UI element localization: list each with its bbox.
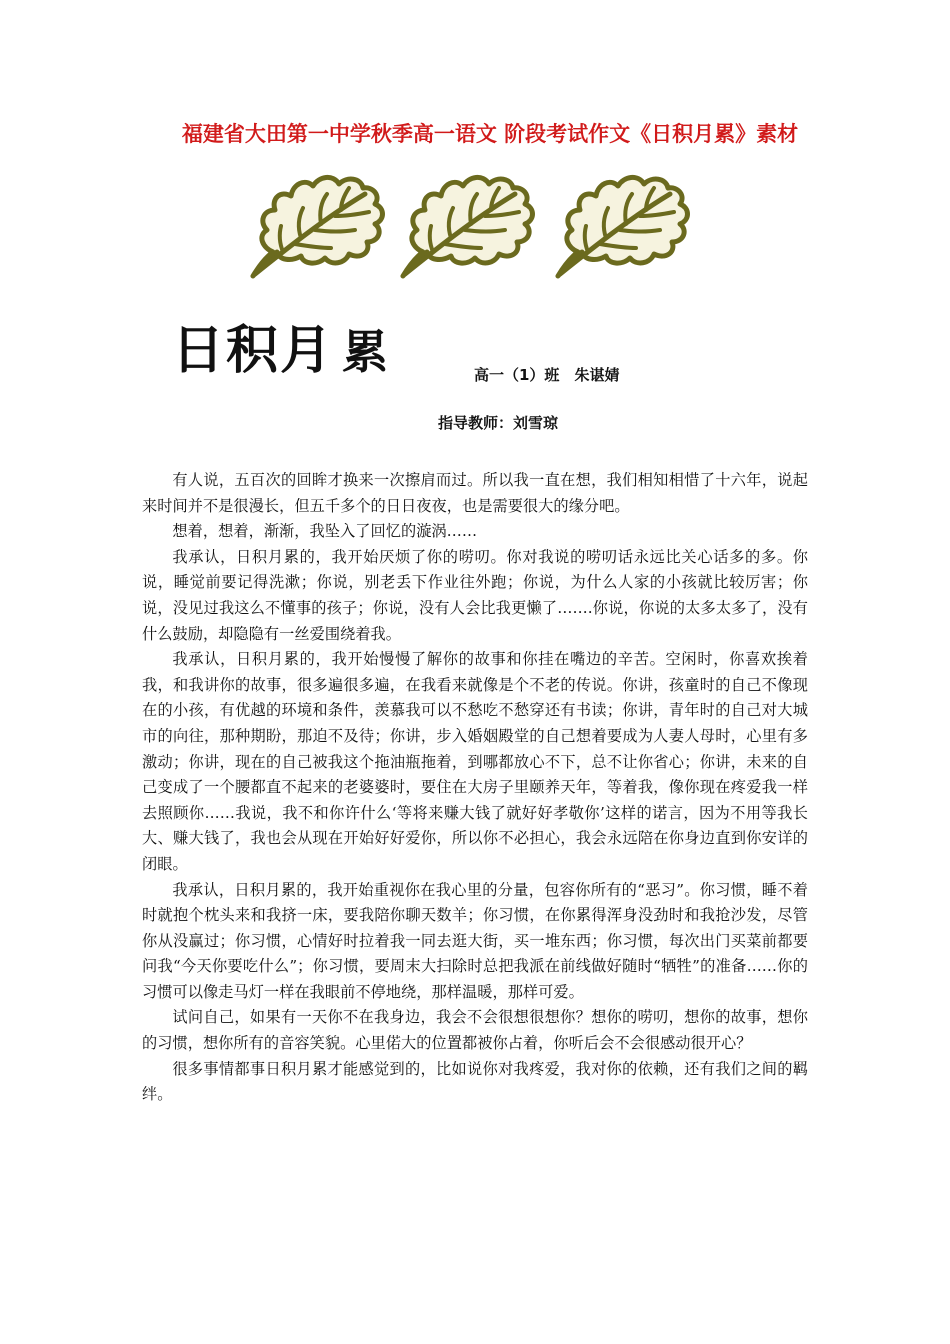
teacher-line: 指导教师：刘雪琼 (438, 414, 559, 432)
paragraph: 很多事情都事日积月累才能感觉到的，比如说你对我疼爱，我对你的依赖，还有我们之间的羁绊。 (142, 1059, 808, 1104)
oak-leaf-icon (253, 177, 383, 276)
paragraph: 试问自己，如果有一天你不在我身边，我会不会很想很想你？想你的唠叨，想你的故事，想你的习惯，想你所有的音容笑貌。心里偌大的位置都被你占着，你听后会不会很感动很开心？ (142, 1008, 808, 1053)
paragraph: 我承认，日积月累的，我开始慢慢了解你的故事和你挂在嘴边的辛苦。空闲时，你喜欢挨着我，和我讲你的故事，很多遍很多遍，在我看来就像是个不老的传说。你讲，孩童时的自己不像现在的小孩，有优越的环境和条件，羡慕我可以不愁吃不愁穿还有书读；你讲，青年时的自己对大城市的向往，那种期盼，那迫不及待；你讲，步入婚姻殿堂的自己想着要成为人妻人母时，心里有多激动；你讲，现在的自己被我这个拖油瓶拖着，到哪都放心不下，总不让你省心；你讲，未来的自己变成了一个腰都直不起来的老婆婆时，要住在大房子里颐养天年，等着我，像你现在疼爱我一样去照顾你……我说，我不和你许什么‘等将来赚大钱了就好好孝敬你’这样的诺言，因为不用等我长大、赚大钱了，我也会从现在开始好好爱你，所以你不必担心，我会永远陪在你身边直到你安详的闭眼。 (142, 650, 808, 873)
oak-leaf-icon (403, 177, 533, 276)
paragraph: 有人说，五百次的回眸才换来一次擦肩而过。所以我一直在想，我们相知相惜了十六年，说起来时间并不是很漫长，但五千多个的日日夜夜，也是需要很大的缘分吧。 (142, 471, 808, 515)
paragraph: 我承认，日积月累的，我开始重视你在我心里的分量，包容你所有的“恶习”。你习惯，睡不着时就抱个枕头来和我挤一床，要我陪你聊天数羊；你习惯，在你累得浑身没劲时和我抢沙发，尽管你从没赢过；你习惯，心情好时拉着我一同去逛大街，买一堆东西；你习惯，每次出门买菜前都要问我“今天你要吃什么”；你习惯，要周末大扫除时总把我派在前线做好随时“牺牲”的准备……你的习惯可以像走马灯一样在我眼前不停地绕，那样温暖，那样可爱。 (142, 880, 808, 1001)
essay-title-last: 累 (342, 325, 391, 379)
essay-title (172, 318, 390, 385)
oak-leaf-icon (558, 177, 688, 276)
essay-body (142, 468, 808, 1108)
document-title: 福建省大田第一中学秋季高一语文 阶段考试作文《日积月累》素材 (181, 122, 799, 146)
paragraph: 想着，想着，渐渐，我坠入了回忆的漩涡…… (172, 522, 478, 541)
author-line: 高一（1）班 朱谌婧 (474, 366, 620, 384)
paragraph: 我承认，日积月累的，我开始厌烦了你的唠叨。你对我说的唠叨话永远比关心话多的多。你说，睡觉前要记得洗漱；你说，别老丢下作业往外跑；你说，为什么人家的小孩就比较厉害；你说，没见过我这么不懂事的孩子；你说，没有人会比我更懒了…….你说，你说的太多太多了，没有什么鼓励，却隐隐有一丝爱围绕着我。 (142, 547, 808, 643)
leaf-decoration (245, 172, 725, 282)
essay-title-main: 日积月 (172, 321, 335, 381)
